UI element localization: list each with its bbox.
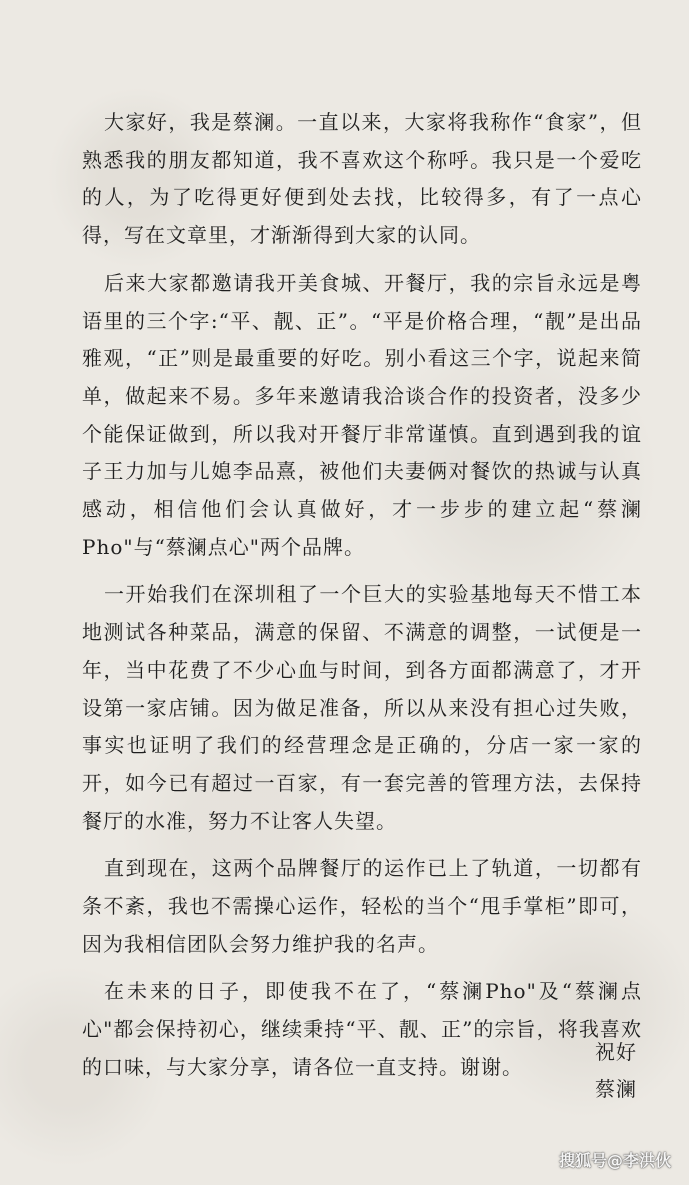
source-watermark: 搜狐号@李洪伙 [558,1151,671,1170]
closing-salutation: 祝好 [595,1040,637,1064]
paragraph-preparation: 一开始我们在深圳租了一个巨大的实验基地每天不惜工本地测试各种菜品，满意的保留、不满意的调整，一试便是一年，当中花费了不少心血与时间，到各方面都满意了，才开设第一家店铺。因为做足准备，所以从来没有担心过失败，事实也证明了我们的经营理念是正确的，分店一家一家的开，如今已有超过一百家，有一套完善的管理方法，去保持餐厅的水准，努力不让客人失望。 [82,582,642,833]
letter-body [82,104,642,1097]
paragraph-future: 在未来的日子，即使我不在了，“蔡澜Pho"及“蔡澜点心"都会保持初心，继续秉持“平、靓、正”的宗旨，将我喜欢的口味，与大家分享，请各位一直支持。谢谢。 [82,979,642,1079]
paragraph-current-status: 直到现在，这两个品牌餐厅的运作已上了轨道，一切都有条不紊，我也不需操心运作，轻松的当个“甩手掌柜”即可，因为我相信团队会努力维护我的名声。 [82,856,642,956]
signature: 蔡澜 [595,1077,637,1101]
paragraph-greeting: 大家好，我是蔡澜。一直以来，大家将我称作“食家”，但熟悉我的朋友都知道，我不喜欢这个称呼。我只是一个爱吃的人，为了吃得更好便到处去找，比较得多，有了一点心得，写在文章里，才渐渐得到大家的认同。 [82,110,642,248]
letter-closing [595,1034,637,1108]
paragraph-restaurant-principles: 后来大家都邀请我开美食城、开餐厅，我的宗旨永远是粤语里的三个字:“平、靓、正”。“平是价格合理，“靓”是出品雅观，“正”则是最重要的好吃。别小看这三个字，说起来简单，做起来不易。多年来邀请我洽谈合作的投资者，没多少个能保证做到，所以我对开餐厅非常谨慎。直到遇到我的谊子王力加与儿媳李品熹，被他们夫妻俩对餐饮的热诚与认真感动，相信他们会认真做好，才一步步的建立起“蔡澜Pho"与“蔡澜点心"两个品牌。 [82,270,642,559]
